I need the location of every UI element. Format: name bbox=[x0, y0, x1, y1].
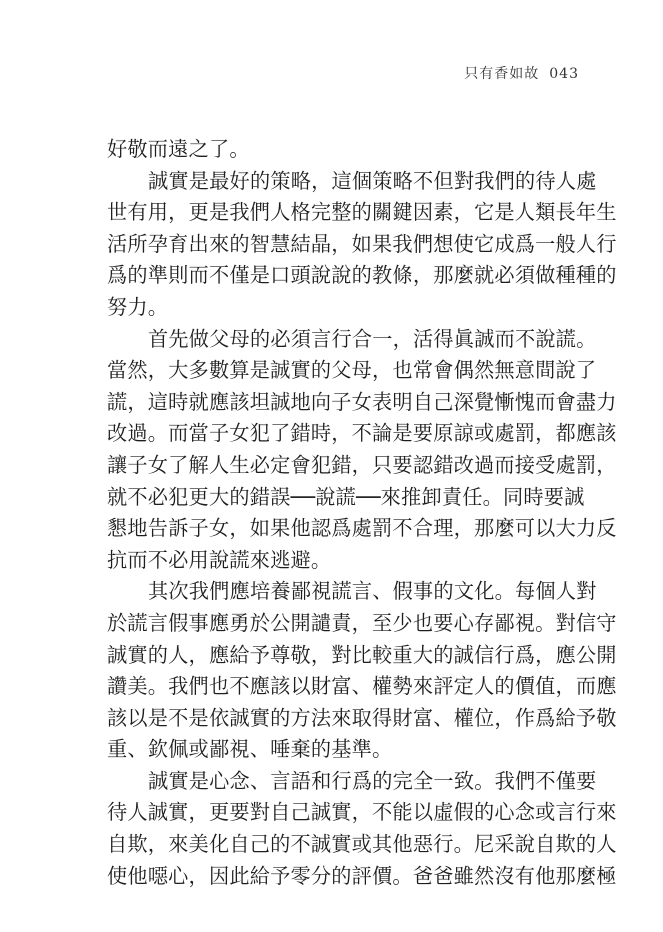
text-line: 重、欽佩或鄙視、唾棄的基準。 bbox=[107, 737, 393, 762]
text-line: 使他噁心，因此給予零分的評價。爸爸雖然沒有他那麼極 bbox=[107, 863, 617, 888]
running-header bbox=[464, 63, 579, 83]
text-line: 待人誠實，更要對自己誠實，不能以虛假的心念或言行來 bbox=[107, 800, 617, 825]
paragraph-first-line: 首先做父母的必須言行合一，活得眞誠而不說謊。 bbox=[148, 326, 597, 351]
text-line: 世有用，更是我們人格完整的關鍵因素，它是人類長年生 bbox=[107, 200, 617, 225]
text-line: 於謊言假事應勇於公開譴責，至少也要心存鄙視。對信守 bbox=[107, 610, 617, 635]
text-line: 讓子女了解人生必定會犯錯，只要認錯改過而接受處罰， bbox=[107, 452, 617, 477]
text-line: 好敬而遠之了。 bbox=[107, 137, 250, 161]
text-line: 努力。 bbox=[107, 294, 169, 319]
text-line: 懇地告訴子女，如果他認爲處罰不合理，那麼可以大力反 bbox=[107, 516, 617, 541]
book-title: 只有香如故 bbox=[464, 66, 540, 82]
text-line: 改過。而當子女犯了錯時，不論是要原諒或處罰，都應該 bbox=[107, 421, 617, 446]
paragraph-first-line: 誠實是最好的策略，這個策略不但對我們的待人處 bbox=[148, 168, 597, 193]
text-line: 自欺，來美化自己的不誠實或其他惡行。尼采說自欺的人 bbox=[107, 832, 617, 857]
text-line: 誠實的人，應給予尊敬，對比較重大的誠信行爲，應公開 bbox=[107, 642, 617, 667]
body-text bbox=[107, 134, 617, 892]
text-line: 就不必犯更大的錯誤──說謊──來推卸責任。同時要誠 bbox=[107, 484, 585, 509]
text-line: 讚美。我們也不應該以財富、權勢來評定人的價值，而應 bbox=[107, 674, 617, 699]
text-line: 爲的準則而不僅是口頭說說的教條，那麼就必須做種種的 bbox=[107, 263, 617, 288]
text-line: 謊，這時就應該坦誠地向子女表明自己深覺慚愧而會盡力 bbox=[107, 389, 617, 414]
text-line: 該以是不是依誠實的方法來取得財富、權位，作爲給予敬 bbox=[107, 705, 617, 730]
paragraph-first-line: 其次我們應培養鄙視謊言、假事的文化。每個人對 bbox=[148, 579, 597, 604]
page-number: 043 bbox=[549, 66, 579, 82]
text-line: 當然，大多數算是誠實的父母，也常會偶然無意間說了 bbox=[107, 358, 597, 383]
text-line: 抗而不必用說謊來逃避。 bbox=[107, 547, 332, 572]
paragraph-first-line: 誠實是心念、言語和行爲的完全一致。我們不僅要 bbox=[148, 768, 597, 793]
text-line: 活所孕育出來的智慧結晶，如果我們想使它成爲一般人行 bbox=[107, 231, 617, 256]
